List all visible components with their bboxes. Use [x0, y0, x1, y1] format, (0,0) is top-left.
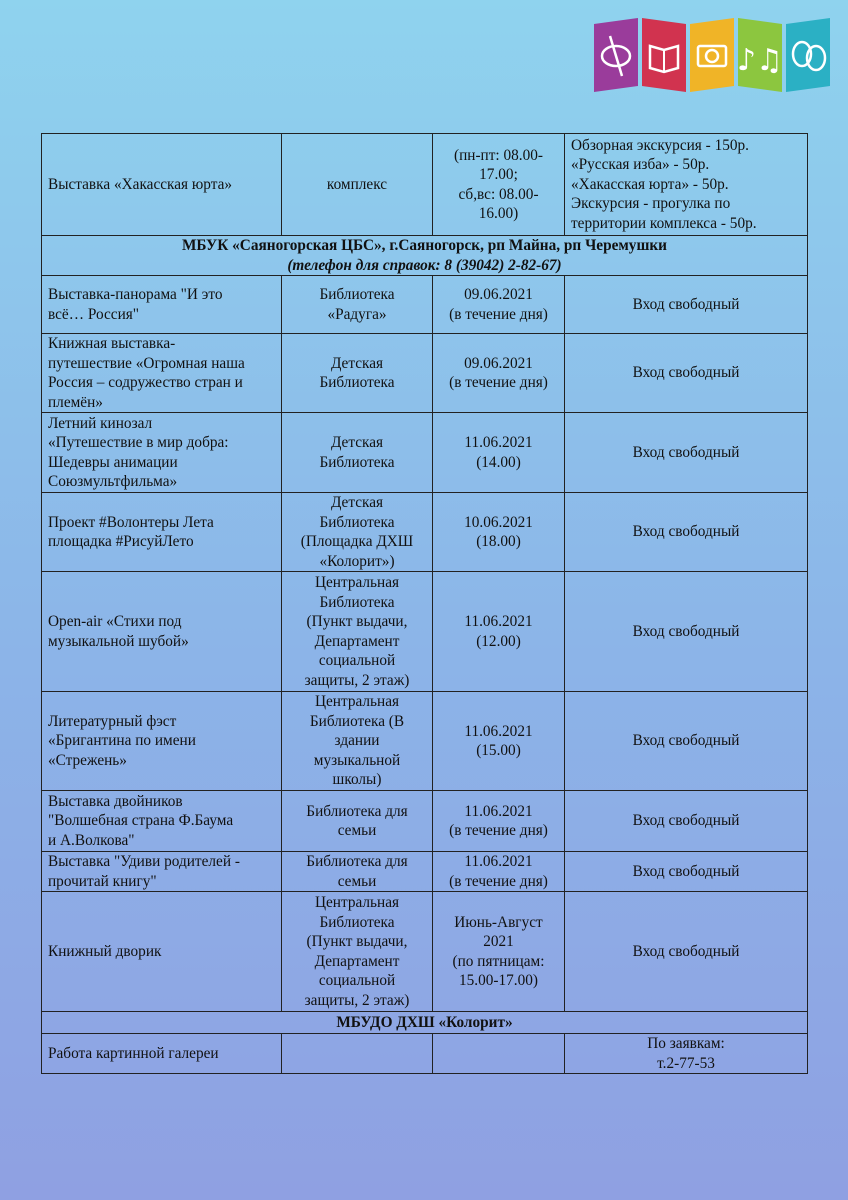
event-time	[433, 493, 565, 572]
event-place-line: Детская	[330, 494, 384, 511]
phone-note: (телефон для справок: 8 (39042) 2-82-67)	[287, 256, 562, 274]
event-place-line: Библиотека	[319, 453, 395, 471]
table-row	[42, 493, 808, 572]
event-price	[565, 134, 808, 236]
event-time-line: 09.06.2021	[464, 354, 533, 372]
event-time-line: (по пятницам:	[452, 952, 545, 970]
event-place-line: Центральная	[314, 574, 400, 591]
event-name	[42, 791, 282, 852]
event-price: Вход свободный	[565, 852, 808, 892]
event-time-line: 2021	[483, 933, 514, 950]
event-place-line: «Радуга»	[327, 305, 387, 323]
event-place-line: Библиотека	[319, 593, 395, 611]
event-name-line: "Волшебная страна Ф.Баума	[48, 812, 234, 830]
table-row	[42, 692, 808, 791]
event-place-line: социальной	[318, 972, 396, 989]
event-place-line: семьи	[337, 822, 377, 839]
event-name	[42, 692, 282, 791]
event-place-line: Центральная	[314, 693, 400, 711]
table-row	[42, 413, 808, 493]
event-name-line: Выставка-панорама "И это	[48, 286, 223, 303]
table-row	[42, 1034, 808, 1074]
event-price: Вход свободный	[565, 493, 808, 572]
event-name-line: Книжная выставка-	[48, 335, 176, 352]
event-price-line: Экскурсия - прогулка по	[571, 195, 731, 213]
section-header	[42, 1012, 808, 1034]
event-place-line: Центральная	[314, 894, 400, 911]
event-place-line: (Пункт выдачи,	[306, 613, 408, 630]
event-place	[282, 692, 433, 791]
event-place	[282, 276, 433, 334]
event-time-line: 11.06.2021	[464, 722, 533, 740]
event-time-line: 16.00)	[478, 205, 519, 222]
event-name	[42, 334, 282, 413]
event-place-line: (Площадка ДХШ	[300, 533, 414, 550]
event-time-line: 11.06.2021	[464, 802, 533, 820]
table-row	[42, 276, 808, 334]
event-place	[282, 791, 433, 852]
event-time	[433, 892, 565, 1012]
palette-icon	[594, 18, 638, 92]
event-time-line: (в течение дня)	[449, 822, 548, 839]
event-place-line: Библиотека для	[306, 802, 408, 820]
event-name-line: прочитай книгу"	[48, 872, 157, 890]
event-place-line: (Пункт выдачи,	[306, 933, 408, 950]
event-place-line: Библиотека	[319, 913, 395, 931]
event-name-line: «Бригантина по имени	[48, 732, 196, 750]
event-name	[42, 413, 282, 493]
event-place-line: социальной	[318, 652, 396, 669]
event-time	[433, 852, 565, 892]
event-time-line: 11.06.2021	[464, 434, 533, 451]
event-price: Вход свободный	[565, 276, 808, 334]
event-time	[433, 276, 565, 334]
event-place-line: Библиотека (В	[309, 712, 405, 730]
event-place	[282, 572, 433, 692]
event-name-line: «Путешествие в мир добра:	[48, 434, 229, 451]
event-price: Вход свободный	[565, 791, 808, 852]
event-price-line: территории комплекса - 50р.	[571, 214, 757, 232]
event-name-line: Open-air «Стихи под	[48, 613, 182, 630]
event-time-line: 10.06.2021	[464, 513, 533, 531]
svg-text:♪♫: ♪♫	[736, 43, 784, 78]
event-time	[433, 413, 565, 493]
event-price-line: «Хакасская юрта» - 50р.	[571, 175, 729, 193]
section-title	[42, 236, 808, 276]
event-place	[282, 852, 433, 892]
event-time	[433, 334, 565, 413]
event-time-line: (пн-пт: 08.00-	[453, 146, 544, 164]
event-name-line: путешествие «Огромная наша	[48, 354, 245, 372]
event-time	[433, 791, 565, 852]
event-name-line: и А.Волкова"	[48, 831, 135, 849]
event-name-line: «Стрежень»	[48, 751, 127, 769]
event-name	[42, 493, 282, 572]
event-name-line: Литературный фэст	[48, 712, 177, 730]
event-time-line: 11.06.2021	[464, 853, 533, 870]
event-place-line: Библиотека	[319, 513, 395, 531]
event-name: Работа картинной галереи	[42, 1034, 282, 1074]
event-name	[42, 852, 282, 892]
book-icon	[642, 18, 686, 92]
event-time-line: 11.06.2021	[464, 613, 533, 630]
event-price: Вход свободный	[565, 572, 808, 692]
event-place-line: школы)	[332, 771, 382, 789]
table-row	[42, 334, 808, 413]
event-place	[282, 334, 433, 413]
event-price-line: «Русская изба» - 50р.	[571, 156, 710, 174]
event-place-line: защиты, 2 этаж)	[304, 991, 410, 1009]
event-time-line: (в течение дня)	[449, 872, 548, 890]
camera-icon	[690, 18, 734, 92]
event-time	[433, 1034, 565, 1074]
event-time	[433, 692, 565, 791]
event-price-line: Обзорная экскурсия - 150р.	[571, 136, 750, 154]
table-row	[42, 134, 808, 236]
event-place-line: Библиотека	[319, 374, 395, 391]
event-name-line: музыкальной шубой»	[48, 632, 189, 650]
event-place	[282, 892, 433, 1012]
event-time-line: сб,вс: 08.00-	[458, 185, 539, 203]
event-time	[433, 572, 565, 692]
event-time-line: 15.00-17.00)	[458, 972, 539, 989]
event-place	[282, 1034, 433, 1074]
event-time-line: Июнь-Август	[454, 913, 543, 931]
event-place-line: Детская	[330, 434, 384, 451]
event-name-line: Выставка двойников	[48, 792, 183, 810]
event-place-line: Детская	[330, 354, 384, 372]
table-row	[42, 572, 808, 692]
event-price: Вход свободный	[565, 334, 808, 413]
section-header	[42, 236, 808, 276]
event-name-line: Союзмультфильма»	[48, 473, 178, 490]
event-time-line: (18.00)	[476, 533, 521, 550]
event-time-line: (в течение дня)	[449, 305, 548, 323]
event-time	[433, 134, 565, 236]
event-name-line: племён»	[48, 393, 103, 411]
music-icon	[737, 18, 783, 92]
event-price: Вход свободный	[565, 892, 808, 1012]
logo	[592, 16, 832, 96]
events-table	[41, 133, 808, 1074]
event-place-line: защиты, 2 этаж)	[304, 671, 410, 689]
event-time-line: (14.00)	[476, 453, 521, 471]
event-place-line: семьи	[337, 872, 377, 890]
event-name-line: Летний кинозал	[48, 414, 153, 432]
event-name-line: площадка #РисуйЛето	[48, 533, 194, 550]
table-row	[42, 892, 808, 1012]
event-price	[565, 1034, 808, 1074]
event-name-line: Проект #Волонтеры Лета	[48, 513, 214, 531]
section-title: МБУДО ДХШ «Колорит»	[42, 1012, 808, 1034]
event-time-line: 17.00;	[479, 166, 518, 183]
event-price-line: По заявкам:	[647, 1035, 725, 1052]
event-place: комплекс	[282, 134, 433, 236]
event-place-line: Департамент	[314, 632, 400, 650]
event-place-line: здании	[334, 732, 380, 750]
table-row	[42, 791, 808, 852]
event-place-line: «Колорит»)	[319, 552, 395, 570]
event-name	[42, 572, 282, 692]
event-price-line: т.2-77-53	[657, 1054, 715, 1072]
event-name-line: всё… Россия"	[48, 305, 140, 323]
theater-masks-icon	[786, 18, 830, 92]
event-place	[282, 413, 433, 493]
event-name-line: Шедевры анимации	[48, 453, 178, 471]
event-time-line: 09.06.2021	[464, 286, 533, 303]
event-name	[42, 276, 282, 334]
event-time-line: (в течение дня)	[449, 374, 548, 391]
table-row	[42, 852, 808, 892]
event-name-line: Выставка "Удиви родителей -	[48, 853, 240, 870]
event-name	[42, 892, 282, 1012]
event-time-line: (12.00)	[476, 632, 521, 650]
event-name: Выставка «Хакасская юрта»	[42, 134, 282, 236]
event-place-line: Библиотека	[319, 286, 395, 303]
event-place	[282, 493, 433, 572]
section-title-text: МБУК «Саяногорская ЦБС», г.Саяногорск, рп Майна, рп Черемушки	[181, 237, 667, 254]
event-place-line: Библиотека для	[306, 853, 408, 870]
event-name-line: Россия – содружество стран и	[48, 374, 243, 391]
event-name-line: Книжный дворик	[48, 942, 162, 960]
event-place-line: Департамент	[314, 952, 400, 970]
event-price: Вход свободный	[565, 413, 808, 493]
event-time-line: (15.00)	[476, 742, 521, 759]
event-price: Вход свободный	[565, 692, 808, 791]
event-place-line: музыкальной	[313, 751, 401, 769]
